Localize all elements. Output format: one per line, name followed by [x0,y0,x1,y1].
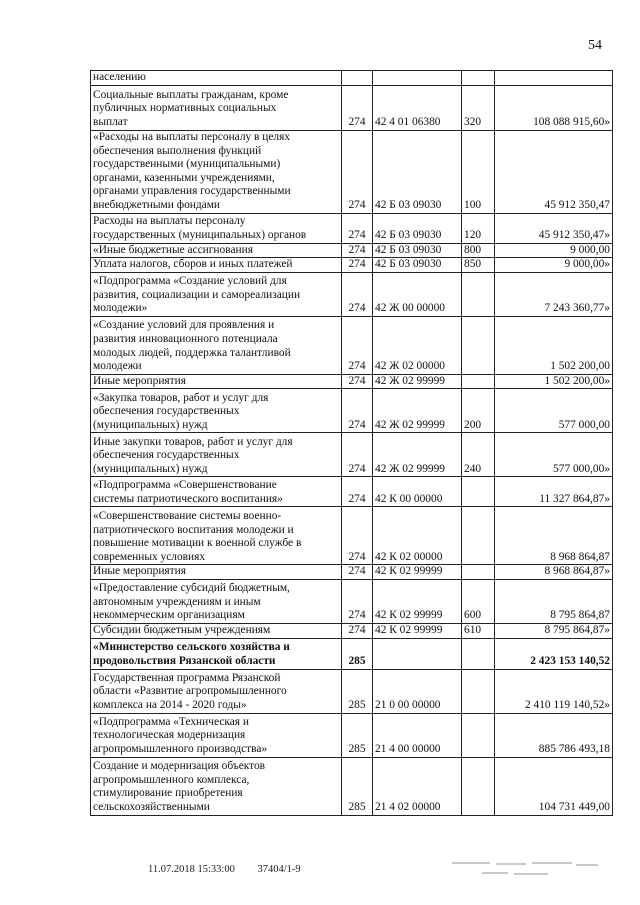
table-row [91,389,613,433]
table-row [91,507,613,565]
row-type [462,272,495,316]
row-code: 274 [342,374,373,389]
row-code: 274 [342,579,373,623]
row-code: 274 [342,316,373,374]
row-name: «Подпрограмма «Совершенствование системы патриотического воспитания» [91,477,342,507]
table-row [91,623,613,638]
row-type: 240 [462,433,495,477]
row-amount [495,71,613,86]
budget-table [90,70,613,816]
row-amount: 577 000,00» [495,433,613,477]
table-row [91,316,613,374]
row-name: Государственная программа Рязанской области «Развитие агропромышленного комплекса на 2014 - 2020 годы» [91,669,342,713]
row-name: «Расходы на выплаты персоналу в целях обеспечения выполнения функций государственными (муниципальными) органами, казенными учреждениями, органами управления государственными внебюджетными фондами [91,130,342,213]
row-name: «Закупка товаров, работ и услуг для обеспечения государственных (муниципальных) нужд [91,389,342,433]
row-name: Расходы на выплаты персоналу государственных (муниципальных) органов [91,213,342,243]
row-article: 42 К 02 99999 [373,565,462,580]
table-row [91,579,613,623]
row-article: 42 Ж 02 99999 [373,389,462,433]
row-article: 42 Ж 02 99999 [373,374,462,389]
row-name: «Подпрограмма «Создание условий для развития, социализации и самореализации молодежи» [91,272,342,316]
row-type: 100 [462,130,495,213]
row-amount: 8 795 864,87 [495,579,613,623]
row-name: «Создание условий для проявления и развития инновационного потенциала молодых людей, поддержка талантливой молодежи [91,316,342,374]
row-code: 285 [342,669,373,713]
row-code: 274 [342,389,373,433]
row-amount: 2 423 153 140,52 [495,638,613,669]
table-row [91,477,613,507]
footer-doc-id: 37404/1-9 [257,864,301,875]
table-row [91,272,613,316]
row-name: Субсидии бюджетным учреждениям [91,623,342,638]
row-type: 610 [462,623,495,638]
row-code: 274 [342,565,373,580]
row-amount: 9 000,00» [495,258,613,273]
row-article: 42 Б 03 09030 [373,243,462,258]
row-article: 42 К 00 00000 [373,477,462,507]
table-row [91,85,613,130]
document-footer [148,864,321,875]
row-article: 21 4 02 00000 [373,757,462,815]
row-code: 285 [342,713,373,757]
row-type [462,507,495,565]
row-name: «Иные бюджетные ассигнования [91,243,342,258]
row-code: 285 [342,757,373,815]
row-name: Уплата налогов, сборов и иных платежей [91,258,342,273]
row-amount: 45 912 350,47 [495,130,613,213]
row-article: 42 Ж 02 00000 [373,316,462,374]
table-row [91,638,613,669]
row-amount: 8 968 864,87 [495,507,613,565]
row-amount: 7 243 360,77» [495,272,613,316]
row-article: 42 4 01 06380 [373,85,462,130]
row-name: Иные мероприятия [91,565,342,580]
row-code: 274 [342,507,373,565]
row-type [462,374,495,389]
row-amount: 9 000,00 [495,243,613,258]
row-amount: 8 795 864,87» [495,623,613,638]
row-amount: 11 327 864,87» [495,477,613,507]
table-row [91,71,613,86]
row-name: «Министерство сельского хозяйства и продовольствия Рязанской области [91,638,342,669]
row-amount: 2 410 119 140,52» [495,669,613,713]
row-article: 42 Б 03 09030 [373,130,462,213]
row-name: Иные закупки товаров, работ и услуг для обеспечения государственных (муниципальных) нужд [91,433,342,477]
row-article [373,638,462,669]
row-code: 274 [342,213,373,243]
row-article [373,71,462,86]
table-row [91,713,613,757]
row-name: «Подпрограмма «Техническая и технологическая модернизация агропромышленного производства» [91,713,342,757]
table-row [91,258,613,273]
row-name: Иные мероприятия [91,374,342,389]
row-article: 42 К 02 99999 [373,623,462,638]
row-article: 42 Б 03 09030 [373,258,462,273]
row-type: 120 [462,213,495,243]
row-amount: 577 000,00 [495,389,613,433]
row-code: 274 [342,623,373,638]
row-code: 274 [342,272,373,316]
row-amount: 1 502 200,00» [495,374,613,389]
row-name: Создание и модернизация объектов агропромышленного комплекса, стимулирование приобретения сельскохозяйственными [91,757,342,815]
row-type: 850 [462,258,495,273]
row-type: 320 [462,85,495,130]
row-name: Социальные выплаты гражданам, кроме публичных нормативных социальных выплат [91,85,342,130]
row-code: 274 [342,243,373,258]
row-code: 274 [342,258,373,273]
row-name: населению [91,71,342,86]
row-code: 274 [342,477,373,507]
footer-datetime: 11.07.2018 15:33:00 [148,864,235,875]
table-row [91,757,613,815]
row-code: 274 [342,130,373,213]
row-amount: 104 731 449,00 [495,757,613,815]
row-article: 21 4 00 00000 [373,713,462,757]
row-code [342,71,373,86]
row-type [462,669,495,713]
table-row [91,374,613,389]
row-amount: 885 786 493,18 [495,713,613,757]
row-article: 42 К 02 99999 [373,579,462,623]
table-row [91,433,613,477]
row-type [462,316,495,374]
row-type: 200 [462,389,495,433]
table-row [91,213,613,243]
row-code: 274 [342,85,373,130]
row-article: 21 0 00 00000 [373,669,462,713]
row-type [462,71,495,86]
page-number: 54 [588,38,602,53]
row-type [462,477,495,507]
row-name: «Совершенствование системы военно- патриотического воспитания молодежи и повышение мотивации к военной службе в современных условиях [91,507,342,565]
row-type [462,757,495,815]
row-name: «Предоставление субсидий бюджетным, автономным учреждениям и иным некоммерческим организациям [91,579,342,623]
row-type: 600 [462,579,495,623]
table-row [91,565,613,580]
table-row [91,243,613,258]
table-row [91,130,613,213]
table-row [91,669,613,713]
row-type [462,638,495,669]
row-code: 274 [342,433,373,477]
row-article: 42 К 02 00000 [373,507,462,565]
row-type [462,565,495,580]
row-article: 42 Б 03 09030 [373,213,462,243]
scan-artifact [452,858,602,882]
row-type: 800 [462,243,495,258]
row-article: 42 Ж 02 99999 [373,433,462,477]
row-article: 42 Ж 00 00000 [373,272,462,316]
row-amount: 45 912 350,47» [495,213,613,243]
row-amount: 108 088 915,60» [495,85,613,130]
row-amount: 8 968 864,87» [495,565,613,580]
row-amount: 1 502 200,00 [495,316,613,374]
row-type [462,713,495,757]
row-code: 285 [342,638,373,669]
